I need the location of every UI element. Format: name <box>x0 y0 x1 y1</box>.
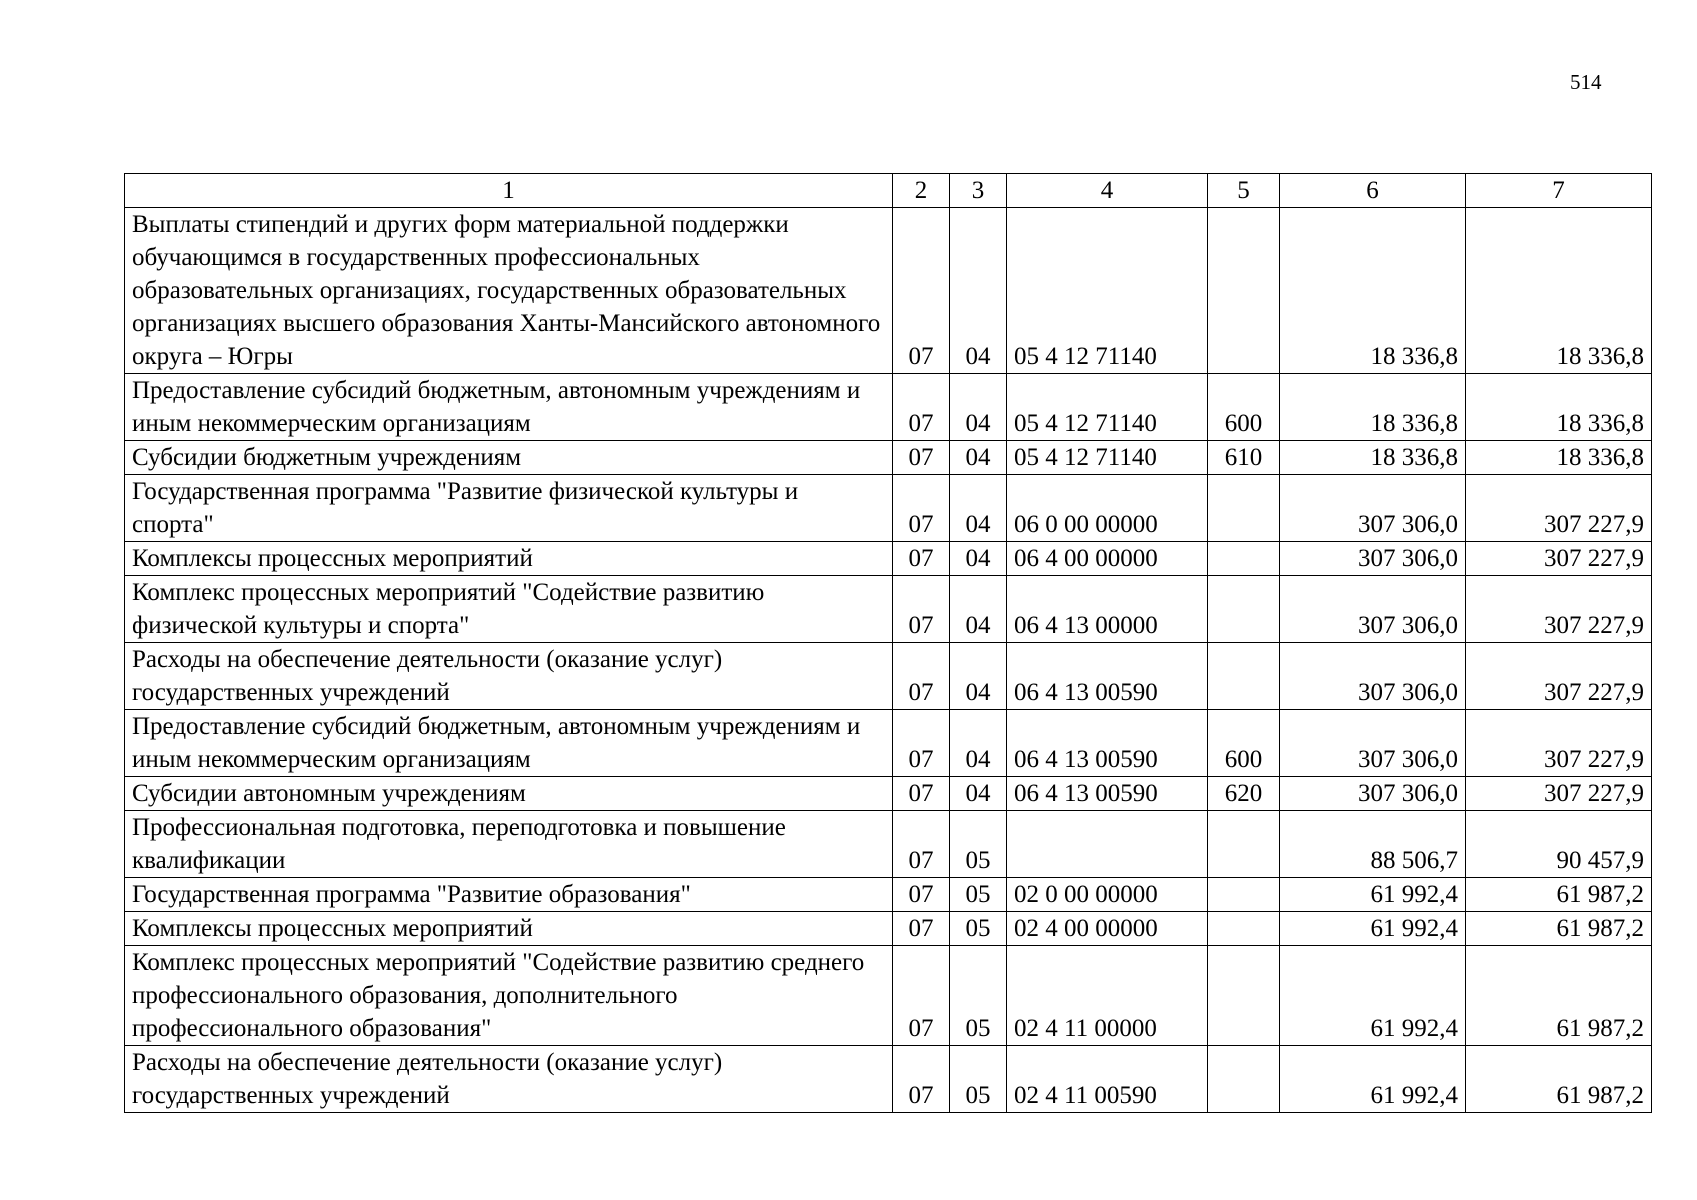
row-name-cell: Комплексы процессных мероприятий <box>125 542 893 576</box>
target-article-cell: 06 4 13 00590 <box>1007 777 1208 811</box>
row-name-cell: Расходы на обеспечение деятельности (оказание услуг) государственных учреждений <box>125 1046 893 1113</box>
amount-year1-cell: 307 306,0 <box>1280 542 1466 576</box>
expense-type-cell <box>1208 811 1280 878</box>
amount-year1-cell: 61 992,4 <box>1280 946 1466 1046</box>
target-article-cell: 06 4 13 00590 <box>1007 710 1208 777</box>
amount-year1-cell: 61 992,4 <box>1280 912 1466 946</box>
column-header: 5 <box>1208 174 1280 208</box>
amount-year1-cell: 307 306,0 <box>1280 643 1466 710</box>
row-name-cell: Государственная программа "Развитие физической культуры и спорта" <box>125 475 893 542</box>
amount-year2-cell: 18 336,8 <box>1466 441 1652 475</box>
amount-year2-cell: 61 987,2 <box>1466 1046 1652 1113</box>
section-code-cell: 07 <box>893 912 950 946</box>
table-body <box>125 208 1652 1113</box>
table-row <box>125 441 1652 475</box>
table-row <box>125 475 1652 542</box>
row-name-cell: Комплекс процессных мероприятий "Содействие развитию среднего профессионального образования, дополнительного профессионального образования" <box>125 946 893 1046</box>
amount-year2-cell: 307 227,9 <box>1466 643 1652 710</box>
table-row <box>125 710 1652 777</box>
subsection-code-cell: 05 <box>950 1046 1007 1113</box>
row-name-cell: Расходы на обеспечение деятельности (оказание услуг) государственных учреждений <box>125 643 893 710</box>
column-header: 2 <box>893 174 950 208</box>
section-code-cell: 07 <box>893 475 950 542</box>
section-code-cell: 07 <box>893 710 950 777</box>
subsection-code-cell: 04 <box>950 777 1007 811</box>
subsection-code-cell: 05 <box>950 946 1007 1046</box>
target-article-cell: 02 4 11 00590 <box>1007 1046 1208 1113</box>
amount-year1-cell: 18 336,8 <box>1280 208 1466 374</box>
column-header: 7 <box>1466 174 1652 208</box>
amount-year2-cell: 307 227,9 <box>1466 542 1652 576</box>
table-row <box>125 912 1652 946</box>
row-name-cell: Субсидии бюджетным учреждениям <box>125 441 893 475</box>
section-code-cell: 07 <box>893 811 950 878</box>
column-header: 3 <box>950 174 1007 208</box>
table-row <box>125 878 1652 912</box>
table-row <box>125 374 1652 441</box>
subsection-code-cell: 05 <box>950 878 1007 912</box>
subsection-code-cell: 04 <box>950 542 1007 576</box>
amount-year2-cell: 18 336,8 <box>1466 208 1652 374</box>
row-name-cell: Выплаты стипендий и других форм материальной поддержки обучающимся в государственных профессиональных образовательных организациях, государственных образовательных организациях высшего образования Ханты-Мансийского автономного округа – Югры <box>125 208 893 374</box>
row-name-cell: Профессиональная подготовка, переподготовка и повышение квалификации <box>125 811 893 878</box>
subsection-code-cell: 04 <box>950 710 1007 777</box>
target-article-cell: 05 4 12 71140 <box>1007 374 1208 441</box>
amount-year1-cell: 307 306,0 <box>1280 777 1466 811</box>
expense-type-cell <box>1208 208 1280 374</box>
amount-year1-cell: 307 306,0 <box>1280 475 1466 542</box>
column-header: 1 <box>125 174 893 208</box>
subsection-code-cell: 04 <box>950 576 1007 643</box>
section-code-cell: 07 <box>893 542 950 576</box>
section-code-cell: 07 <box>893 643 950 710</box>
expense-type-cell <box>1208 542 1280 576</box>
section-code-cell: 07 <box>893 441 950 475</box>
row-name-cell: Государственная программа "Развитие образования" <box>125 878 893 912</box>
subsection-code-cell: 04 <box>950 374 1007 441</box>
expense-type-cell <box>1208 1046 1280 1113</box>
section-code-cell: 07 <box>893 374 950 441</box>
subsection-code-cell: 04 <box>950 208 1007 374</box>
amount-year1-cell: 307 306,0 <box>1280 710 1466 777</box>
amount-year2-cell: 90 457,9 <box>1466 811 1652 878</box>
target-article-cell: 06 4 00 00000 <box>1007 542 1208 576</box>
section-code-cell: 07 <box>893 946 950 1046</box>
table-row <box>125 643 1652 710</box>
amount-year1-cell: 88 506,7 <box>1280 811 1466 878</box>
amount-year2-cell: 61 987,2 <box>1466 912 1652 946</box>
row-name-cell: Комплексы процессных мероприятий <box>125 912 893 946</box>
table-row <box>125 946 1652 1046</box>
amount-year2-cell: 18 336,8 <box>1466 374 1652 441</box>
amount-year2-cell: 307 227,9 <box>1466 576 1652 643</box>
expense-type-cell <box>1208 946 1280 1046</box>
section-code-cell: 07 <box>893 576 950 643</box>
expense-type-cell: 620 <box>1208 777 1280 811</box>
table-row <box>125 542 1652 576</box>
amount-year2-cell: 307 227,9 <box>1466 475 1652 542</box>
target-article-cell: 05 4 12 71140 <box>1007 441 1208 475</box>
target-article-cell: 05 4 12 71140 <box>1007 208 1208 374</box>
expense-type-cell <box>1208 878 1280 912</box>
amount-year1-cell: 18 336,8 <box>1280 374 1466 441</box>
target-article-cell: 06 4 13 00590 <box>1007 643 1208 710</box>
amount-year2-cell: 307 227,9 <box>1466 710 1652 777</box>
target-article-cell: 06 4 13 00000 <box>1007 576 1208 643</box>
column-header: 4 <box>1007 174 1208 208</box>
target-article-cell: 02 4 11 00000 <box>1007 946 1208 1046</box>
target-article-cell <box>1007 811 1208 878</box>
table-row <box>125 777 1652 811</box>
subsection-code-cell: 05 <box>950 811 1007 878</box>
amount-year1-cell: 307 306,0 <box>1280 576 1466 643</box>
amount-year1-cell: 61 992,4 <box>1280 878 1466 912</box>
amount-year1-cell: 18 336,8 <box>1280 441 1466 475</box>
header-row <box>125 174 1652 208</box>
table-row <box>125 576 1652 643</box>
section-code-cell: 07 <box>893 208 950 374</box>
row-name-cell: Предоставление субсидий бюджетным, автономным учреждениям и иным некоммерческим организациям <box>125 710 893 777</box>
subsection-code-cell: 05 <box>950 912 1007 946</box>
target-article-cell: 02 0 00 00000 <box>1007 878 1208 912</box>
row-name-cell: Субсидии автономным учреждениям <box>125 777 893 811</box>
subsection-code-cell: 04 <box>950 643 1007 710</box>
expense-type-cell <box>1208 912 1280 946</box>
section-code-cell: 07 <box>893 1046 950 1113</box>
amount-year2-cell: 61 987,2 <box>1466 878 1652 912</box>
amount-year1-cell: 61 992,4 <box>1280 1046 1466 1113</box>
target-article-cell: 02 4 00 00000 <box>1007 912 1208 946</box>
section-code-cell: 07 <box>893 777 950 811</box>
table-row <box>125 811 1652 878</box>
table-row <box>125 1046 1652 1113</box>
expense-type-cell <box>1208 475 1280 542</box>
column-header: 6 <box>1280 174 1466 208</box>
subsection-code-cell: 04 <box>950 441 1007 475</box>
expense-type-cell: 610 <box>1208 441 1280 475</box>
section-code-cell: 07 <box>893 878 950 912</box>
amount-year2-cell: 61 987,2 <box>1466 946 1652 1046</box>
expense-type-cell <box>1208 643 1280 710</box>
expense-type-cell: 600 <box>1208 374 1280 441</box>
subsection-code-cell: 04 <box>950 475 1007 542</box>
row-name-cell: Комплекс процессных мероприятий "Содействие развитию физической культуры и спорта" <box>125 576 893 643</box>
page-number: 514 <box>1570 70 1602 94</box>
row-name-cell: Предоставление субсидий бюджетным, автономным учреждениям и иным некоммерческим организациям <box>125 374 893 441</box>
expense-type-cell <box>1208 576 1280 643</box>
amount-year2-cell: 307 227,9 <box>1466 777 1652 811</box>
budget-table <box>124 173 1652 1113</box>
target-article-cell: 06 0 00 00000 <box>1007 475 1208 542</box>
expense-type-cell: 600 <box>1208 710 1280 777</box>
table-row <box>125 208 1652 374</box>
